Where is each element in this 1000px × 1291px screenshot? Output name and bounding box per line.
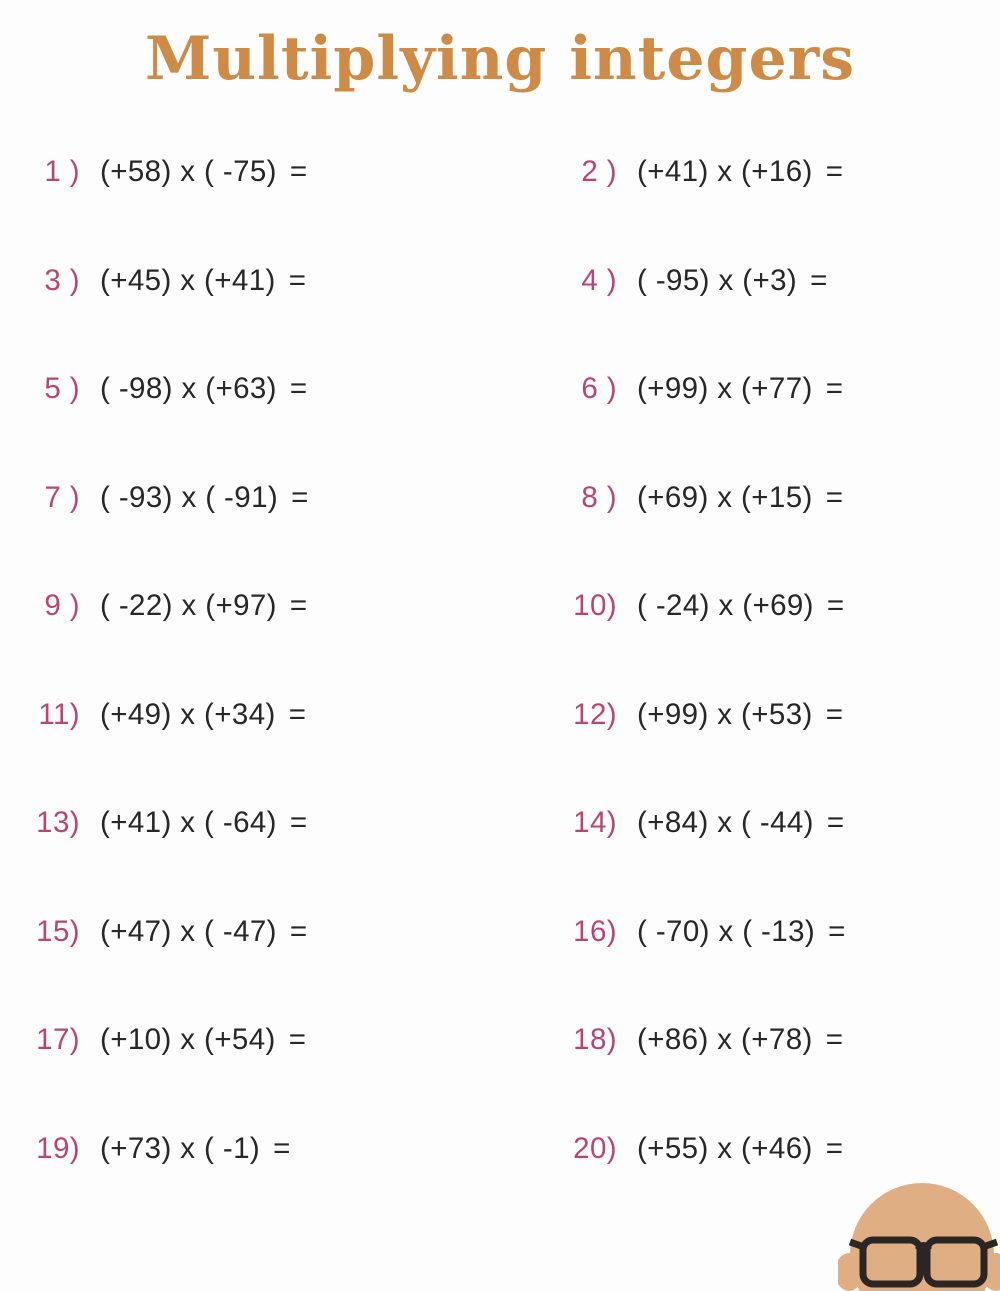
problem-expression: (+47) x ( -47) [100,914,277,948]
problem-row [22,227,559,336]
problem-expression: ( -98) x (+63) [100,372,277,406]
problem-expression: (+99) x (+53) [637,697,813,731]
problem-row [559,986,1000,1095]
bald-head-glasses-mascot-icon [838,1179,1000,1291]
problem-number: 19) [36,1131,80,1165]
problem-row [559,444,1000,553]
problem-number: 15) [36,914,80,948]
problem-number: 9 ) [44,589,80,623]
problem-expression: ( -24) x (+69) [637,589,814,623]
equals-sign: = [289,806,308,840]
equals-sign: = [825,155,844,189]
equals-sign: = [825,480,844,514]
problem-row [559,769,1000,878]
left-temple [850,1242,864,1247]
problem-number: 18) [573,1023,617,1057]
problem-expression: (+10) x (+54) [100,1023,276,1057]
problem-row [22,769,559,878]
equals-sign: = [828,914,846,948]
equals-sign: = [288,263,307,297]
equals-sign: = [825,1023,844,1057]
problem-number: 2 ) [581,155,617,189]
equals-sign: = [289,589,308,623]
problem-number: 6 ) [581,372,617,406]
problem-expression: (+99) x (+77) [637,372,813,406]
problem-row [22,335,559,444]
problem-number: 4 ) [581,263,617,297]
equals-sign: = [273,1131,291,1165]
problem-row [22,878,559,987]
problem-row [22,1095,559,1204]
problem-row [22,986,559,1095]
problem-row [559,661,1000,770]
problem-number: 1 ) [44,155,80,189]
problem-number: 5 ) [44,372,80,406]
equals-sign: = [288,1023,307,1057]
equals-sign: = [826,589,845,623]
problem-number: 12) [573,697,617,731]
problems-grid [0,118,1000,1203]
problem-expression: (+86) x (+78) [637,1023,813,1057]
problem-expression: ( -70) x ( -13) [637,914,816,948]
problem-expression: (+58) x ( -75) [100,155,277,189]
equals-sign: = [825,1131,844,1165]
problem-expression: (+55) x (+46) [637,1131,813,1165]
problem-number: 16) [573,914,617,948]
equals-sign: = [810,263,828,297]
problem-number: 14) [573,806,617,840]
equals-sign: = [825,697,844,731]
equals-sign: = [826,806,845,840]
problem-row [22,118,559,227]
equals-sign: = [289,155,308,189]
problem-number: 3 ) [44,263,80,297]
problem-row [22,661,559,770]
problem-number: 8 ) [581,480,617,514]
problem-row [22,552,559,661]
problem-row [559,335,1000,444]
problem-number: 7 ) [44,480,80,514]
problem-row [559,552,1000,661]
page-title: Multiplying integers [144,24,856,94]
problem-expression: (+41) x ( -64) [100,806,277,840]
equals-sign: = [289,372,308,406]
problem-expression: (+69) x (+15) [637,480,813,514]
problem-expression: (+41) x (+16) [637,155,813,189]
problem-row [22,444,559,553]
problem-expression: ( -93) x ( -91) [100,480,279,514]
problem-expression: (+45) x (+41) [100,263,276,297]
problem-row [559,118,1000,227]
problem-expression: (+49) x (+34) [100,697,276,731]
right-temple [983,1242,997,1247]
problem-number: 17) [36,1023,80,1057]
problem-expression: (+73) x ( -1) [100,1131,261,1165]
problem-expression: ( -22) x (+97) [100,589,277,623]
problem-expression: (+84) x ( -44) [637,806,814,840]
problem-row [559,878,1000,987]
equals-sign: = [289,914,308,948]
problem-expression: ( -95) x (+3) [637,263,798,297]
problem-number: 20) [573,1131,617,1165]
equals-sign: = [288,697,307,731]
problem-number: 11) [38,697,80,731]
equals-sign: = [291,480,309,514]
problem-number: 10) [573,589,617,623]
equals-sign: = [825,372,844,406]
problem-row [559,227,1000,336]
problem-number: 13) [36,806,80,840]
